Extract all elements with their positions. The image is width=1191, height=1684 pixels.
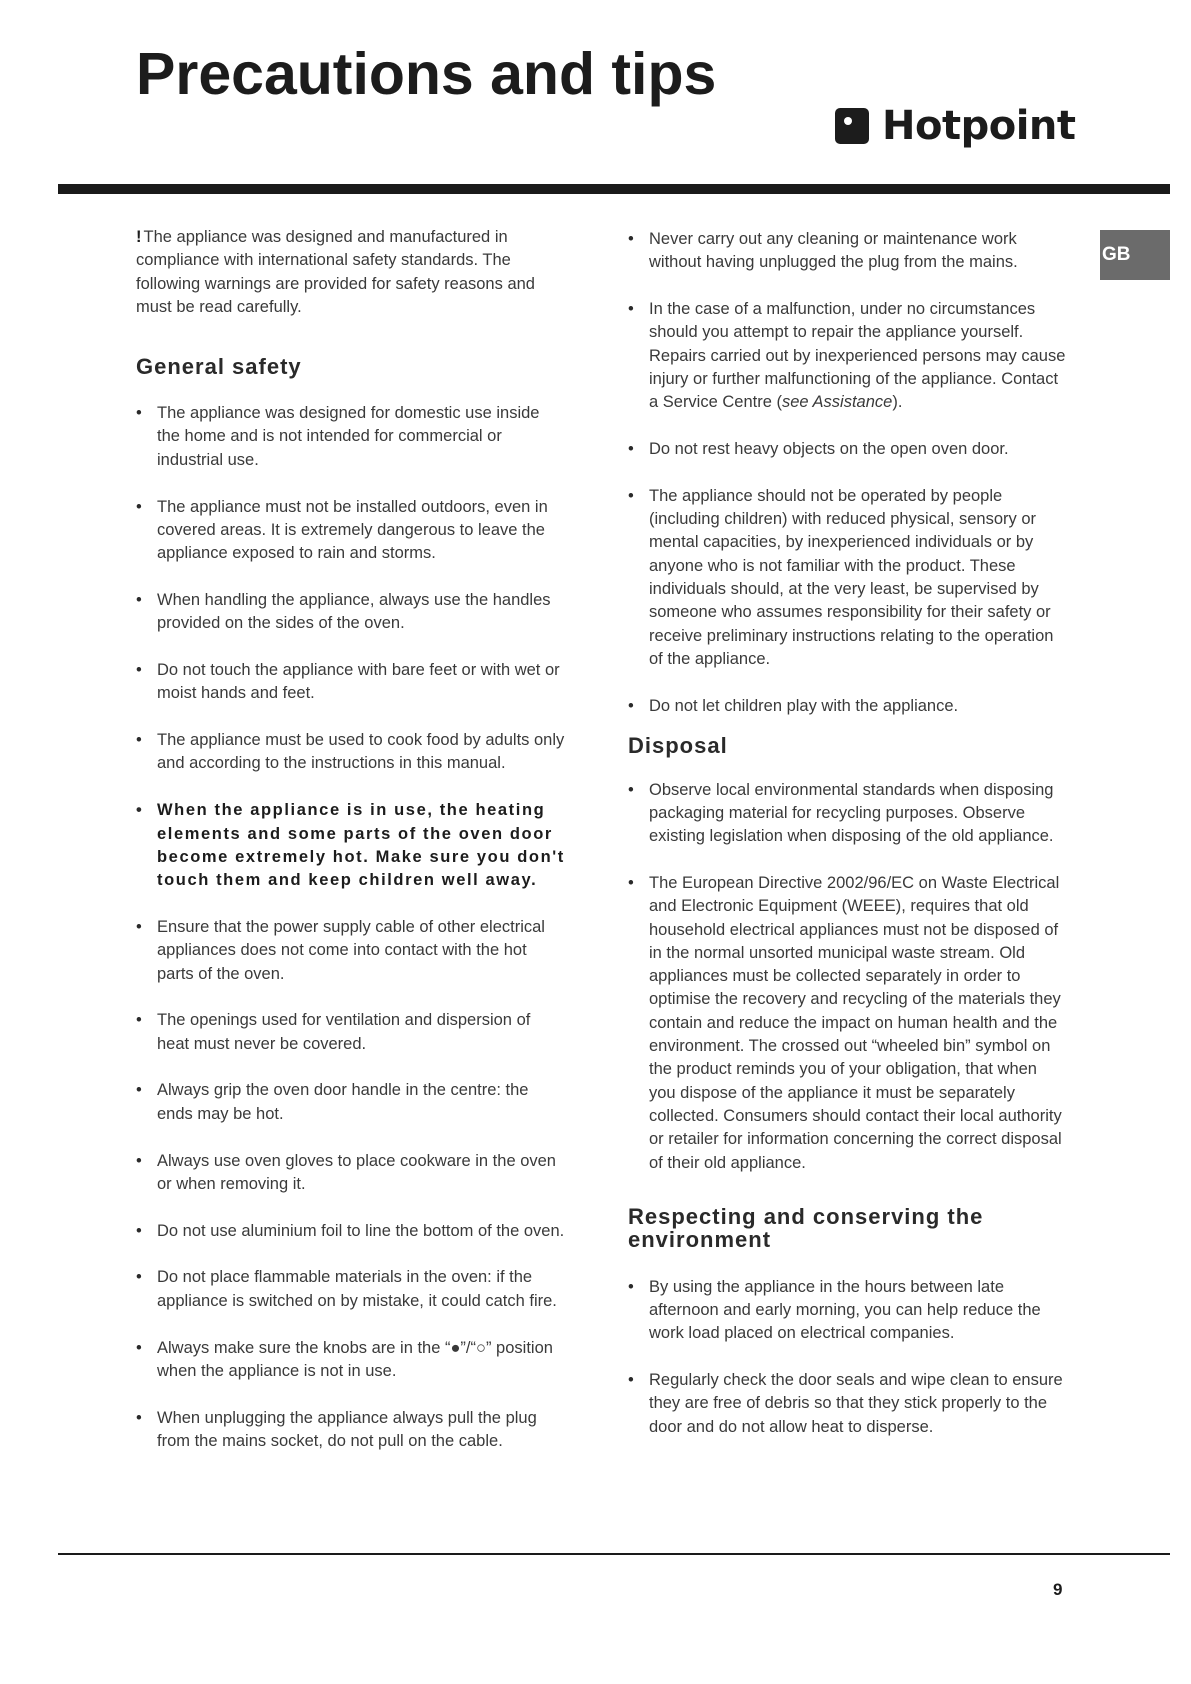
- list-item: • Do not touch the appliance with bare feet or with wet or moist hands and feet.: [136, 659, 566, 706]
- list-item: • When handling the appliance, always use the handles provided on the sides of the oven.: [136, 589, 566, 636]
- right-column: [628, 228, 1068, 1463]
- general-safety-list-continued: [628, 228, 1068, 718]
- list-item: • Do not rest heavy objects on the open oven door.: [628, 438, 1068, 461]
- list-item-warning: • When the appliance is in use, the heating elements and some parts of the oven door become extremely hot. Make sure you don't touch them and keep children well away.: [136, 799, 566, 892]
- list-item: • Observe local environmental standards when disposing packaging material for recycling purposes. Observe existing legislation when disposing of the old appliance.: [628, 779, 1068, 849]
- assistance-close: ).: [892, 393, 903, 412]
- list-item: • The appliance was designed for domestic use inside the home and is not intended for commercial or industrial use.: [136, 402, 566, 472]
- section-heading-disposal: Disposal: [628, 732, 728, 758]
- list-item: • Always make sure the knobs are in the “●”/“○” position when the appliance is not in use.: [136, 1337, 566, 1384]
- disposal-list: [628, 779, 1068, 1175]
- list-item: • Regularly check the door seals and wipe clean to ensure they are free of debris so that they stick properly to the door and do not allow heat to disperse.: [628, 1369, 1068, 1439]
- list-item: • The appliance must be used to cook food by adults only and according to the instructions in this manual.: [136, 729, 566, 776]
- list-item: • Do not let children play with the appliance.: [628, 695, 1068, 718]
- footer-divider: [58, 1553, 1170, 1555]
- environment-list: [628, 1276, 1068, 1439]
- language-tab: GB: [1100, 230, 1170, 280]
- intro-paragraph: [136, 226, 566, 319]
- list-item: • The appliance must not be installed outdoors, even in covered areas. It is extremely dangerous to leave the appliance exposed to rain and storms.: [136, 496, 566, 566]
- list-item: • Ensure that the power supply cable of other electrical appliances does not come into contact with the hot parts of the oven.: [136, 916, 566, 986]
- list-item: • Always use oven gloves to place cookware in the oven or when removing it.: [136, 1150, 566, 1197]
- list-item: [628, 298, 1068, 414]
- list-item: • Do not use aluminium foil to line the bottom of the oven.: [136, 1220, 566, 1243]
- hotpoint-logo: [835, 102, 1076, 150]
- list-item: • Never carry out any cleaning or maintenance work without having unplugged the plug from the mains.: [628, 228, 1068, 275]
- list-item-text: In the case of a malfunction, under no circumstances should you attempt to repair the appliance yourself. Repairs carried out by inexperienced persons may cause injury or further malfunctioning of the appliance. Contact a Service Centre (: [649, 300, 1066, 412]
- list-item: • The European Directive 2002/96/EC on Waste Electrical and Electronic Equipment (WEEE), requires that old household electrical appliances must not be disposed of in the normal unsorted municipal waste stream. Old appliances must be collected separately in order to optimise the recovery and recycling of the materials they contain and reduce the impact on human health and the environment. The crossed out “wheeled bin” symbol on the product reminds you of your obligation, that when you dispose of the appliance it must be separately collected. Consumers should contact their local authority or retailer for information concerning the correct disposal of their old appliance.: [628, 872, 1068, 1175]
- intro-text: The appliance was designed and manufactured in compliance with international safety standards. The following warnings are provided for safety reasons and must be read carefully.: [136, 228, 535, 316]
- list-item: • By using the appliance in the hours between late afternoon and early morning, you can help reduce the work load placed on electrical companies.: [628, 1276, 1068, 1346]
- list-item: • When unplugging the appliance always pull the plug from the mains socket, do not pull on the cable.: [136, 1407, 566, 1454]
- list-item: • The openings used for ventilation and dispersion of heat must never be covered.: [136, 1009, 566, 1056]
- brand-name: Hotpoint: [882, 103, 1076, 149]
- page-title: Precautions and tips: [136, 41, 717, 107]
- section-heading-general-safety: General safety: [136, 354, 302, 380]
- assistance-reference: see Assistance: [781, 393, 893, 412]
- header-divider: [58, 184, 1170, 194]
- list-item: • The appliance should not be operated by people (including children) with reduced physical, sensory or mental capacities, by inexperienced individuals or by anyone who is not familiar with the product. These individuals should, at the very least, be supervised by someone who assumes responsibility for their safety or receive preliminary instructions relating to the operation of the appliance.: [628, 485, 1068, 671]
- general-safety-list: [136, 402, 566, 1453]
- list-item: • Always grip the oven door handle in the centre: the ends may be hot.: [136, 1079, 566, 1126]
- list-item: • Do not place flammable materials in the oven: if the appliance is switched on by mistake, it could catch fire.: [136, 1266, 566, 1313]
- brand-mark-icon: [835, 108, 869, 144]
- warning-mark: !: [136, 228, 142, 246]
- left-column: [136, 226, 566, 1477]
- page-number: 9: [1053, 1580, 1063, 1599]
- section-heading-environment: Respecting and conserving the environment: [628, 1203, 984, 1252]
